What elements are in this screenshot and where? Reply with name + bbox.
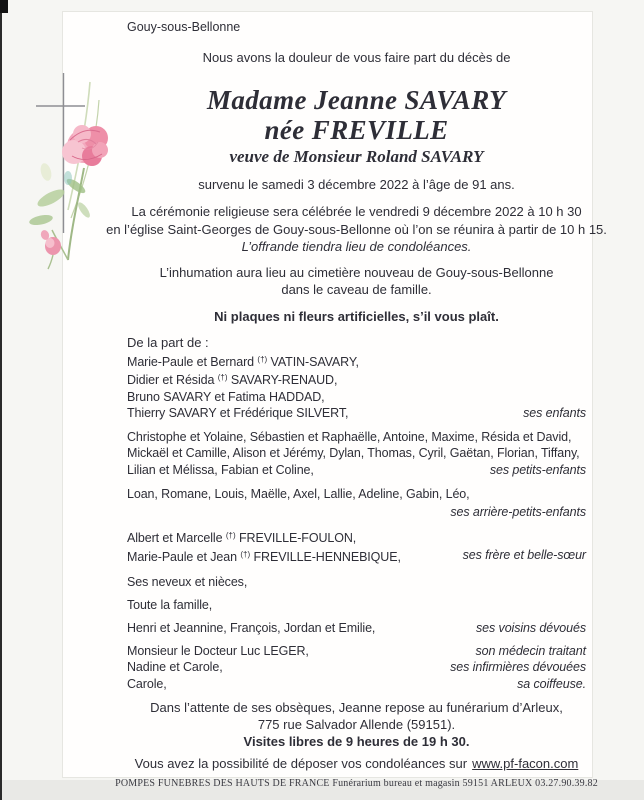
family-group-grandchildren <box>127 429 586 479</box>
family-member-line: Mickaël et Camille, Alison et Jérémy, Dylan, Thomas, Cyril, Gaëtan, Florian, Tiffany, <box>127 446 580 460</box>
ceremony-paragraph <box>106 203 607 256</box>
family-heading: De la part de : <box>127 334 209 350</box>
names-text: Albert et Marcelle <box>127 531 226 545</box>
address-text: 775 rue Salvador Allende (59151). <box>257 717 456 732</box>
dagger-mark: (†) <box>240 549 251 559</box>
relation-label: ses enfants <box>523 406 586 420</box>
names-text: SAVARY-RENAUD, <box>227 373 338 387</box>
scan-corner-artifact <box>0 0 8 13</box>
funeral-home-line <box>115 777 598 790</box>
widow-text: veuve de Monsieur Roland SAVARY <box>229 147 484 166</box>
deceased-name: Madame Jeanne SAVARY <box>206 85 507 115</box>
burial-paragraph <box>127 264 586 299</box>
names-text: Monsieur le Docteur Luc LEGER, <box>127 643 309 658</box>
family-member-line: Loan, Romane, Louis, Maëlle, Axel, Lallie, Adeline, Gabin, Léo, <box>127 487 470 501</box>
maiden-name-line <box>127 115 586 145</box>
cross-and-carnation-icon <box>24 60 124 272</box>
no-flowers-text: Ni plaques ni fleurs artificielles, s’il vous plaît. <box>214 308 499 324</box>
funerarium-line <box>127 699 586 716</box>
burial-text-2: dans le caveau de famille. <box>281 282 432 297</box>
ceremony-line-2 <box>106 221 607 239</box>
family-group-siblings <box>127 528 586 565</box>
deceased-name-line <box>127 85 586 115</box>
visits-text: Visites libres de 9 heures de 19 h 30. <box>243 734 470 749</box>
visits-line <box>127 733 586 750</box>
funerarium-text: Dans l’attente de ses obsèques, Jeanne repose au funérarium d’Arleux, <box>150 700 563 715</box>
names-text: VATIN-SAVARY, <box>267 354 359 369</box>
relation-label: son médecin traitant <box>475 643 586 658</box>
names-text: Carole, <box>127 676 167 691</box>
family-member-line <box>127 547 586 566</box>
burial-text-1: L’inhumation aura lieu au cimetière nouveau de Gouy-sous-Bellonne <box>159 264 554 280</box>
ceremony-line-1 <box>127 203 586 221</box>
relation-label: ses arrière-petits-enfants <box>450 504 586 519</box>
widow-line <box>127 146 586 167</box>
hairdresser-line <box>127 676 586 693</box>
intro-line <box>127 49 586 66</box>
names-text: Thierry SAVARY et Frédérique SILVERT, <box>127 406 349 420</box>
condolences-text: Vous avez la possibilité de déposer vos condoléances sur <box>134 756 468 771</box>
whole-family-line: Toute la famille, <box>127 598 213 612</box>
condolences-link[interactable]: www.pf-facon.com <box>472 756 579 771</box>
scan-edge-artifact <box>0 0 2 800</box>
funeral-home-text: POMPES FUNEBRES DES HAUTS DE FRANCE Funérarium bureau et magasin 59151 ARLEUX 03.27.90.39.82 <box>115 778 598 789</box>
names-text: FREVILLE-FOULON, <box>235 531 357 545</box>
intro-text: Nous avons la douleur de vous faire part du décès de <box>202 50 511 65</box>
condolences-line <box>127 755 586 773</box>
family-member-line <box>127 352 586 371</box>
death-date-line <box>127 176 586 193</box>
family-member-line <box>127 405 586 422</box>
closing-paragraph <box>127 699 586 750</box>
family-group-children <box>127 352 586 422</box>
family-member-line: Christophe et Yolaine, Sébastien et Raphaëlle, Antoine, Maxime, Résida et David, <box>127 429 572 444</box>
caregivers-group <box>127 643 586 693</box>
names-text: FREVILLE-HENNEBIQUE, <box>250 549 401 564</box>
neighbors-line <box>127 620 586 637</box>
no-flowers-notice <box>127 308 586 325</box>
family-member-line <box>127 370 586 389</box>
names-text: Marie-Paule et Jean <box>127 549 241 564</box>
ceremony-text-1: La cérémonie religieuse sera célébrée le vendredi 9 décembre 2022 à 10 h 30 <box>131 204 582 219</box>
announcement-card <box>62 11 607 789</box>
nieces-line: Ses neveux et nièces, <box>127 575 248 589</box>
relation-label: ses frère et belle-sœur <box>462 547 586 562</box>
address-line <box>127 716 586 733</box>
dagger-mark: (†) <box>257 354 268 364</box>
dagger-mark: (†) <box>217 373 228 382</box>
nurses-line <box>127 659 586 676</box>
names-text: Lilian et Mélissa, Fabian et Coline, <box>127 462 314 477</box>
relation-label: sa coiffeuse. <box>517 676 586 691</box>
burial-line-2 <box>127 281 586 299</box>
death-date-text: survenu le samedi 3 décembre 2022 à l’âge de 91 ans. <box>198 177 515 192</box>
names-text: Didier et Résida <box>127 373 218 387</box>
location-text: Gouy-sous-Bellonne <box>127 20 241 34</box>
names-text: Henri et Jeannine, François, Jordan et Emilie, <box>127 621 376 635</box>
family-member-line <box>127 462 586 479</box>
family-member-line <box>127 528 586 547</box>
relation-label: ses infirmières dévouées <box>450 660 586 674</box>
names-text: Marie-Paule et Bernard <box>127 354 258 369</box>
relation-label: ses voisins dévoués <box>476 621 586 635</box>
names-text: Nadine et Carole, <box>127 660 223 674</box>
relation-label: ses petits-enfants <box>489 462 586 477</box>
family-group-great-grandchildren <box>127 486 586 520</box>
doctor-line <box>127 643 586 660</box>
dagger-mark: (†) <box>225 531 236 540</box>
maiden-name: née FREVILLE <box>264 115 449 145</box>
offering-text: L’offrande tiendra lieu de condoléances. <box>241 239 472 254</box>
offering-line <box>127 238 586 256</box>
ceremony-text-2: en l’église Saint-Georges de Gouy-sous-Bellonne où l’on se réunira à partir de 10 h 15. <box>106 221 607 237</box>
burial-line-1 <box>127 264 586 282</box>
carnation-bloom <box>62 125 108 166</box>
family-member-line: Bruno SAVARY et Fatima HADDAD, <box>127 389 325 404</box>
names-text <box>127 547 401 566</box>
